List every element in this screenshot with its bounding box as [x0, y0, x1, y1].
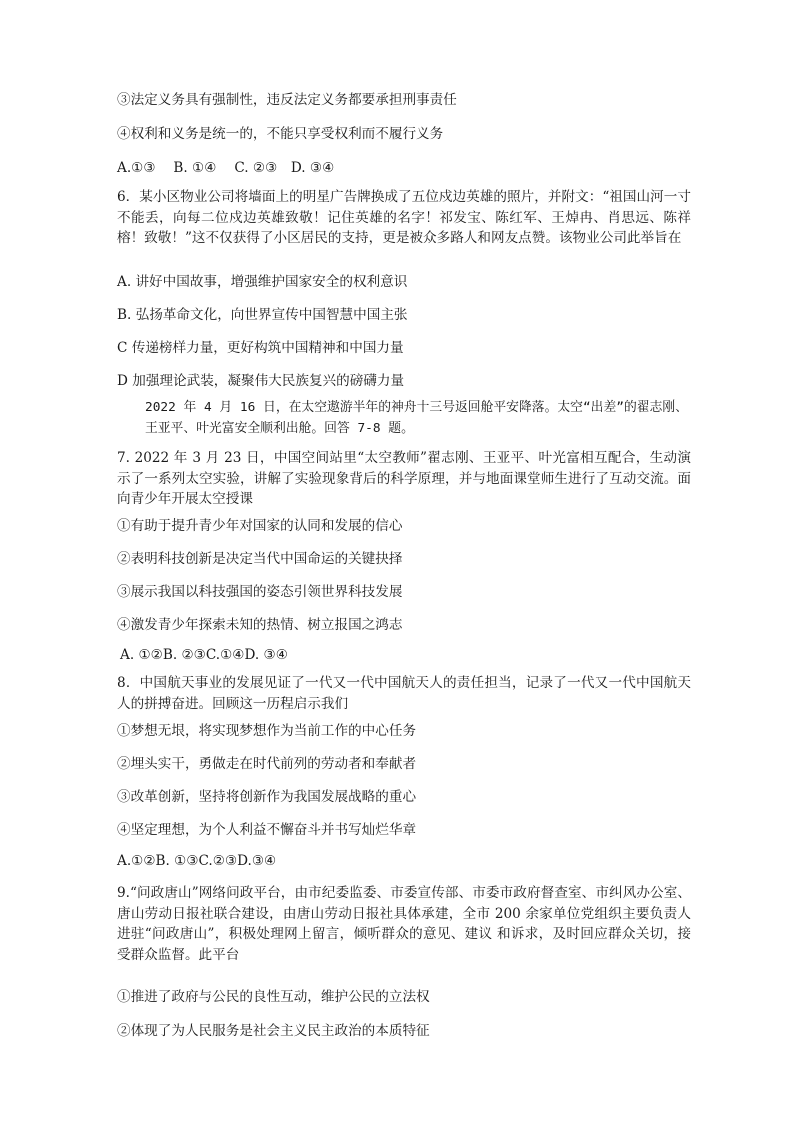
q9-stem: 9.“问政唐山”网络问政平台，由市纪委监委、市委宣传部、市委市政府督查室、市纠风办公室、唐山劳动日报社联合建设，由唐山劳动日报社具体承建，全市 200 余家单位党组织主要负责人进驻“问政唐山”，积极处理网上留言，倾听群众的意见、建议 和诉求，及时回应群众关切，接受群众监督。此平台 — [117, 885, 691, 963]
q6-option-d: D 加强理论武装，凝聚伟大民族复兴的磅礴力量 — [117, 373, 405, 389]
q6-option-c: C 传递榜样力量，更好构筑中国精神和中国力量 — [117, 340, 404, 356]
q6-stem: 6．某小区物业公司将墙面上的明星广告牌换成了五位戍边英雄的照片，并附文：“祖国山河一寸不能丢，向每二位戍边英雄致敬！记住英雄的名字！祁发宝、陈红军、王焯冉、肖思远、陈祥榕！致敬！”这不仅获得了小区居民的支持，更是被众多路人和网友点赞。该物业公司此举旨在 — [117, 189, 691, 246]
q7-item-1: ①有助于提升青少年对国家的认同和发展的信心 — [117, 518, 403, 534]
q8-item-1: ①梦想无垠，将实现梦想作为当前工作的中心任务 — [117, 723, 417, 739]
q9-item-1: ①推进了政府与公民的良性互动，维护公民的立法权 — [117, 989, 430, 1005]
q8-item-4: ④坚定理想，为个人利益不懈奋斗并书写灿烂华章 — [117, 822, 417, 838]
q5-options: A.①③ B. ①④ C. ②③ D. ③④ — [117, 160, 335, 176]
q7-options: A. ①②B. ②③C.①④D. ③④ — [120, 647, 288, 663]
q8-item-3: ③改革创新，坚持将创新作为我国发展战略的重心 — [117, 789, 417, 805]
q6-option-a: A. 讲好中国故事，增强维护国家安全的权利意识 — [117, 274, 408, 290]
q8-options: A.①②B. ①③C.②③D.③④ — [117, 853, 277, 869]
q8-item-2: ②埋头实干，勇做走在时代前列的劳动者和奉献者 — [117, 756, 417, 772]
q7-item-4: ④激发青少年探索未知的热情、树立报国之鸿志 — [117, 617, 403, 633]
q7-item-3: ③展示我国以科技强国的姿态引领世界科技发展 — [117, 584, 403, 600]
q5-item-4: ④权利和义务是统一的，不能只享受权利而不履行义务 — [117, 126, 444, 142]
q7-stem: 7. 2022 年 3 月 23 日，中国空间站里“太空教师”翟志刚、王亚平、叶光富相互配合，生动演示了一系列太空实验，讲解了实验现象背后的科学原理，并与地面课堂师生进行了互动交流。面向青少年开展太空授课 — [117, 450, 691, 507]
q6-option-b: B. 弘扬革命文化，向世界宣传中国智慧中国主张 — [117, 307, 408, 323]
q7-item-2: ②表明科技创新是决定当代中国命运的关键抉择 — [117, 551, 403, 567]
q7-8-intro: 2022 年 4 月 16 日，在太空遨游半年的神舟十三号返回舱平安降落。太空“出差”的翟志刚、王亚平、叶光富安全顺利出舱。回答 7-8 题。 — [145, 400, 688, 436]
q9-item-2: ②体现了为人民服务是社会主义民主政治的本质特征 — [117, 1023, 430, 1039]
q5-item-3: ③法定义务具有强制性，违反法定义务都要承担刑事责任 — [117, 92, 457, 108]
q8-stem: 8．中国航天事业的发展见证了一代又一代中国航天人的责任担当，记录了一代又一代中国航天人的拼搏奋进。回顾这一历程启示我们 — [117, 675, 691, 712]
